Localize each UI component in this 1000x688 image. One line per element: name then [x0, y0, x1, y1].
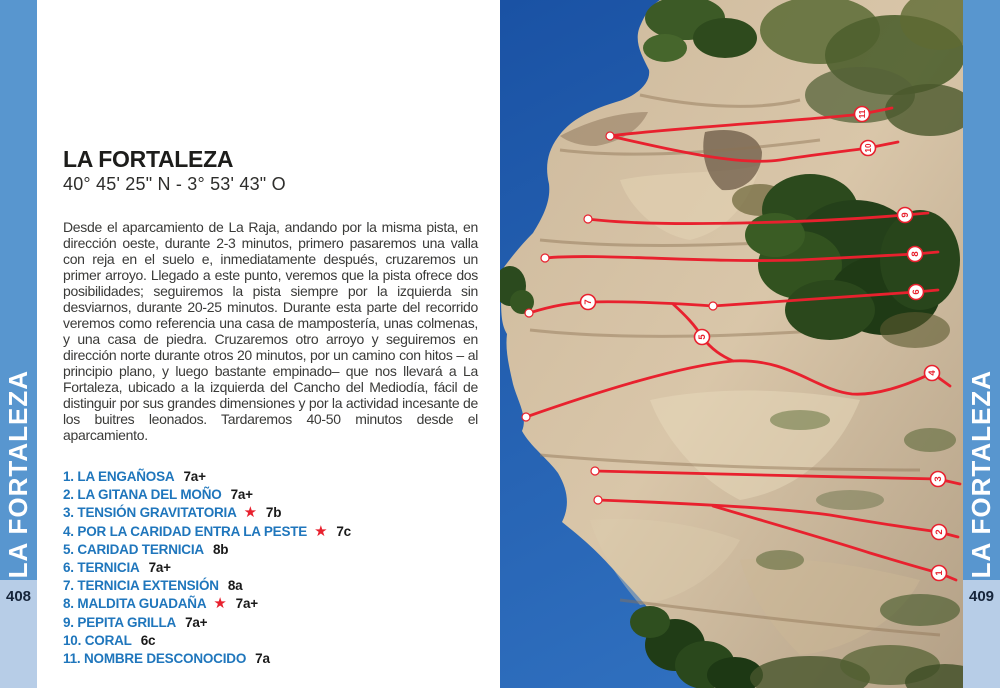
- route-name: 4. POR LA CARIDAD ENTRA LA PESTE: [63, 523, 308, 539]
- route-grade: 8b: [212, 541, 229, 557]
- route-name: 7. TERNICIA EXTENSIÓN: [63, 578, 219, 594]
- route-list-item: [63, 523, 351, 541]
- page-title: LA FORTALEZA: [63, 146, 234, 172]
- route-number-marker: [931, 472, 946, 487]
- right-page-number: 409: [963, 580, 1000, 688]
- route-list-item: [63, 577, 351, 595]
- route-number-text: 4: [927, 370, 939, 376]
- route-list-item: [63, 504, 351, 522]
- route-number-marker: [861, 141, 876, 156]
- approach-description: Desde el aparcamiento de La Raja, andando por la misma pista, en dirección oeste, durante 2-3 minutos, primero pasaremos una valla con reja en el suelo e, inmediatamente después, cruzaremos un primer arroyo. Llegado a este punto, veremos que la pista ofrece dos posibilidades; seguiremos la pista siempre por la izquierda sin desviarnos, durante 20-25 minutos. Durante esta parte del recorrido veremos como referencia una casa de mampostería, unas colmenas, y una casa de piedra. Cruzaremos otro arroyo y seguiremos en dirección norte durante otros 20 minutos, por un camino con hitos – al principio plano, y luego bastante empinado– que nos llevará a La Fortaleza, ubicado a la izquierda del Cancho del Mediodía, fácil de distinguir por sus grandes dimensiones y por la actividad incesante de los buitres leonados. Tardaremos 40-50 minutos desde el aparcamiento.: [63, 219, 478, 443]
- route-number-marker: [855, 107, 870, 122]
- route-number-text: 3: [933, 476, 945, 482]
- route-number-text: 6: [911, 289, 923, 295]
- route-grade: 7a+: [148, 559, 171, 575]
- route-number-marker: [695, 330, 710, 345]
- route-name: 8. MALDITA GUADAÑA: [63, 596, 207, 612]
- route-name: 3. TENSIÓN GRAVITATORIA: [63, 505, 237, 521]
- left-sidebar-label: LA FORTALEZA: [3, 369, 33, 578]
- route-number-marker: [932, 525, 947, 540]
- route-list: [63, 468, 351, 668]
- route-number-text: 2: [934, 529, 946, 535]
- route-grade: 8a: [227, 578, 243, 594]
- route-grade: 7a+: [185, 614, 208, 630]
- route-anchor-dot: [584, 215, 592, 223]
- route-anchor-dot: [606, 132, 614, 140]
- right-sidebar-tab: [963, 0, 1000, 580]
- route-number-text: 10: [864, 143, 874, 153]
- route-anchor-dot: [525, 309, 533, 317]
- route-list-item: [63, 541, 351, 559]
- route-grade: 7b: [265, 505, 282, 521]
- route-list-item: [63, 595, 351, 613]
- route-name: 5. CARIDAD TERNICIA: [63, 541, 204, 557]
- gps-coordinates: 40° 45' 25" N - 3° 53' 43" O: [63, 174, 286, 194]
- right-sidebar-label: LA FORTALEZA: [966, 369, 996, 578]
- route-grade: 7a+: [230, 487, 253, 503]
- route-number-marker: [908, 247, 923, 262]
- route-list-item: [63, 614, 351, 632]
- route-list-item: [63, 632, 351, 650]
- star-icon: ★: [213, 595, 227, 613]
- route-name: 11. NOMBRE DESCONOCIDO: [63, 650, 247, 666]
- crag-photo: [500, 0, 963, 688]
- route-name: 6. TERNICIA: [63, 559, 140, 575]
- route-name: 1. LA ENGAÑOSA: [63, 469, 175, 484]
- route-number-text: 11: [858, 109, 868, 119]
- route-number-text: 1: [934, 570, 946, 576]
- route-anchor-dot: [594, 496, 602, 504]
- route-grade: 6c: [140, 632, 156, 648]
- cliff-photo: [500, 0, 963, 688]
- star-icon: ★: [314, 522, 328, 540]
- route-name: 9. PEPITA GRILLA: [63, 614, 177, 630]
- route-number-marker: [581, 295, 596, 310]
- route-name: 10. CORAL: [63, 632, 132, 648]
- route-name: 2. LA GITANA DEL MOÑO: [63, 487, 222, 503]
- route-list-item: [63, 486, 351, 504]
- route-list-item: [63, 650, 351, 668]
- route-grade: 7a+: [235, 596, 258, 612]
- route-anchor-dot: [541, 254, 549, 262]
- route-number-text: 8: [910, 251, 922, 257]
- route-number-text: 5: [697, 334, 709, 340]
- route-grade: 7a: [255, 650, 270, 666]
- route-number-text: 9: [900, 212, 912, 218]
- route-grade: 7a+: [183, 469, 206, 484]
- left-sidebar-tab: [0, 0, 37, 580]
- route-number-marker: [898, 208, 913, 223]
- left-page-number: 408: [0, 580, 37, 688]
- route-anchor-dot: [522, 413, 530, 421]
- star-icon: ★: [243, 504, 257, 522]
- route-anchor-dot: [709, 302, 717, 310]
- route-anchor-dot: [591, 467, 599, 475]
- route-number-marker: [932, 566, 947, 581]
- route-number-marker: [925, 366, 940, 381]
- route-number-text: 7: [583, 299, 595, 305]
- route-number-marker: [909, 285, 924, 300]
- route-list-item: [63, 559, 351, 577]
- route-grade: 7c: [336, 523, 351, 539]
- route-list-item: [63, 468, 351, 486]
